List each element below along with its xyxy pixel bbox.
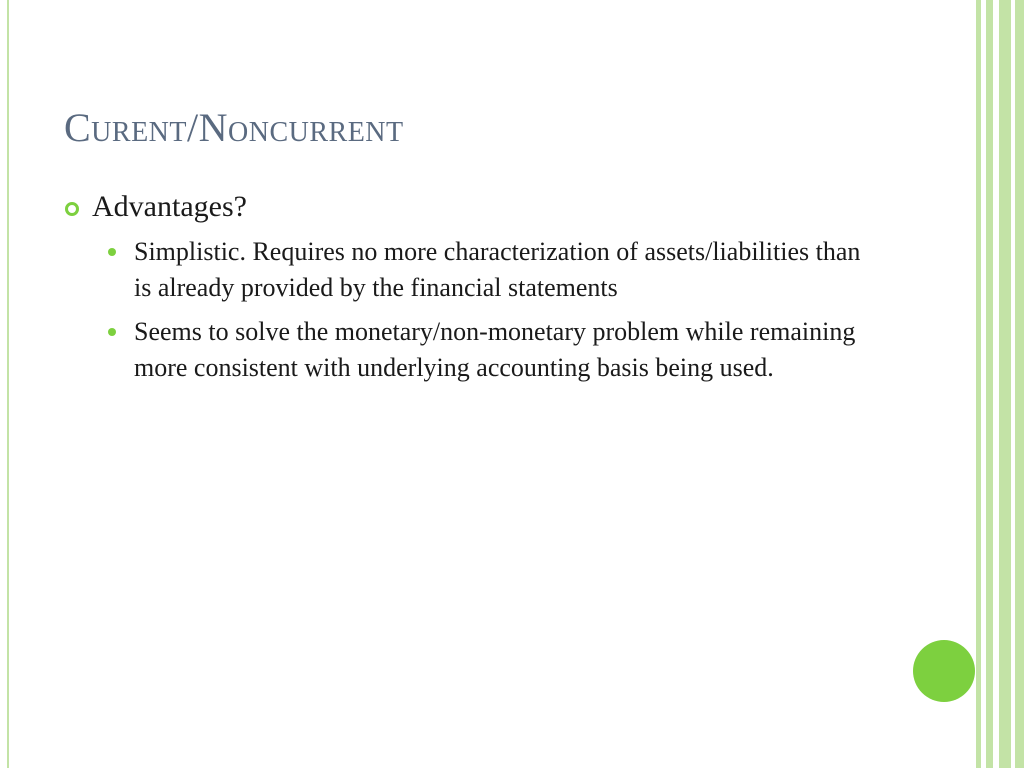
dot-bullet-icon (108, 248, 116, 256)
dot-bullet-icon (108, 328, 116, 336)
sub-bullet-item (64, 234, 864, 306)
ring-bullet-icon (65, 202, 79, 216)
decorative-circle (913, 640, 975, 702)
right-stripe (999, 0, 1011, 768)
bullet-level1-text: Advantages? (92, 190, 247, 223)
sub-bullet-list (64, 234, 864, 386)
left-border-line (7, 0, 9, 768)
bullet-level1 (64, 188, 864, 226)
right-stripe (986, 0, 993, 768)
sub-bullet-item (64, 314, 864, 386)
slide-body (64, 188, 864, 394)
sub-bullet-text: Seems to solve the monetary/non-monetary problem while remaining more consistent with underlying accounting basis being used. (134, 317, 856, 382)
sub-bullet-text: Simplistic. Requires no more characterization of assets/liabilities than is already provided by the financial statements (134, 237, 861, 302)
right-stripe (1015, 0, 1024, 768)
slide-title: Curent/Noncurrent (64, 105, 404, 150)
